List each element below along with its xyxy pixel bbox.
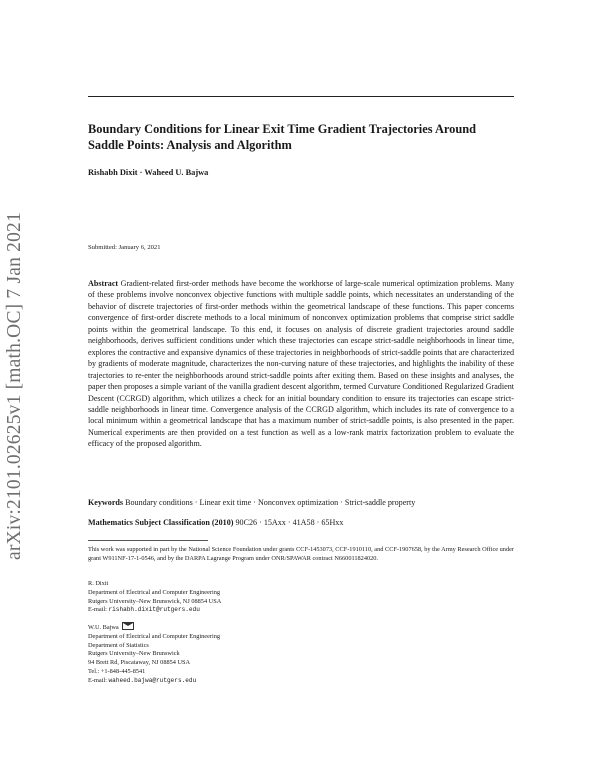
author1-email-line	[88, 606, 388, 615]
author2-univ: Rutgers University–New Brunswick	[88, 650, 180, 658]
keywords	[88, 498, 514, 507]
abstract-text: Gradient-related first-order methods have become the workhorse of large-scale numerical optimization problems. Many of these problems involve nonconvex objective functions with multiple saddle points, which necessitates an understanding of the behavior of discrete trajectories of first-order methods within the geometrical landscape of these functions. This paper concerns convergence of first-order discrete methods to a local minimum of nonconvex optimization problems that comprise strict saddle points within the geometrical landscape. To this end, it focuses on analysis of discrete gradient trajectories around saddle neighborhoods, derives sufficient conditions under which these trajectories can escape strict-saddle neighborhoods in linear time, explores the contractive and expansive dynamics of these trajectories in neighborhoods of strict-saddle points that are characterized by gradients of moderate magnitude, characterizes the non-curving nature of these trajectories, and highlights the inability of these trajectories to re-enter the neighborhoods around strict-saddle points after exiting them. Based on these insights and analyses, the paper then proposes a simple variant of the vanilla gradient descent algorithm, termed Curvature Conditioned Regularized Gradient Descent (CCRGD) algorithm, which utilizes a check for an initial boundary condition to ensure its trajectories can escape strict-saddle neighborhoods in linear time. Convergence analysis of the CCRGD algorithm, which includes its rate of convergence to a local minimum within a geometrical landscape that has a maximum number of strict-saddle points, is also presented in the paper. Numerical experiments are then provided on a test function as well as a low-rank matrix factorization problem to evaluate the efficacy of the proposed algorithm.	[88, 279, 514, 449]
keywords-text: Boundary conditions · Linear exit time · Nonconvex optimization · Strict-saddle property	[125, 498, 416, 507]
keywords-label: Keywords	[88, 498, 124, 507]
author1-name: R. Dixit	[88, 580, 109, 587]
msc-codes: 90C26 · 15Axx · 41A58 · 65Hxx	[235, 518, 344, 527]
author2-email-label: E-mail:	[88, 676, 109, 684]
footnote-rule	[88, 540, 208, 541]
submission-date: Submitted: January 6, 2021	[88, 244, 161, 251]
author2-email-line	[88, 677, 388, 686]
author1-email[interactable]: rishabh.dixit@rutgers.edu	[108, 606, 200, 614]
author2-dept1: Department of Electrical and Computer Engineering	[88, 632, 221, 640]
author2-email[interactable]: waheed.bajwa@rutgers.edu	[108, 676, 197, 684]
author2-tel: Tel.: +1-848-445-8541	[88, 667, 146, 675]
funding-footnote: This work was supported in part by the National Science Foundation under grants CCF-1453073, CCF-1910110, and CCF-1907658, by the Army Research Office under grant W911NF-17-1-0546, and by the DARPA Lagrange Program under ONR/SPAWAR contract N660011824020.	[88, 546, 514, 562]
author1-univ: Rutgers University–New Brunswick, NJ 08854 USA	[88, 597, 222, 605]
header-rule	[88, 96, 514, 97]
paper-title: Boundary Conditions for Linear Exit Time Gradient Trajectories Around Saddle Points: Analysis and Algorithm	[88, 122, 477, 152]
abstract	[88, 278, 514, 450]
arxiv-identifier: arXiv:2101.02625v1 [math.OC] 7 Jan 2021	[4, 212, 25, 560]
msc-label: Mathematics Subject Classification (2010)	[88, 518, 234, 527]
author1-address	[88, 580, 388, 615]
author2-address	[88, 622, 388, 686]
author-list: Rishabh Dixit · Waheed U. Bajwa	[88, 168, 209, 177]
author2-name-line	[88, 622, 388, 633]
abstract-label: Abstract	[88, 279, 119, 288]
author2-street: 94 Brett Rd, Piscataway, NJ 08854 USA	[88, 659, 191, 667]
author2-name: W.U. Bajwa	[88, 624, 119, 631]
envelope-icon	[122, 622, 134, 630]
author1-dept: Department of Electrical and Computer Engineering	[88, 588, 221, 596]
author1-email-label: E-mail:	[88, 606, 109, 614]
author2-dept2: Department of Statistics	[88, 641, 149, 649]
msc-classification	[88, 518, 514, 527]
